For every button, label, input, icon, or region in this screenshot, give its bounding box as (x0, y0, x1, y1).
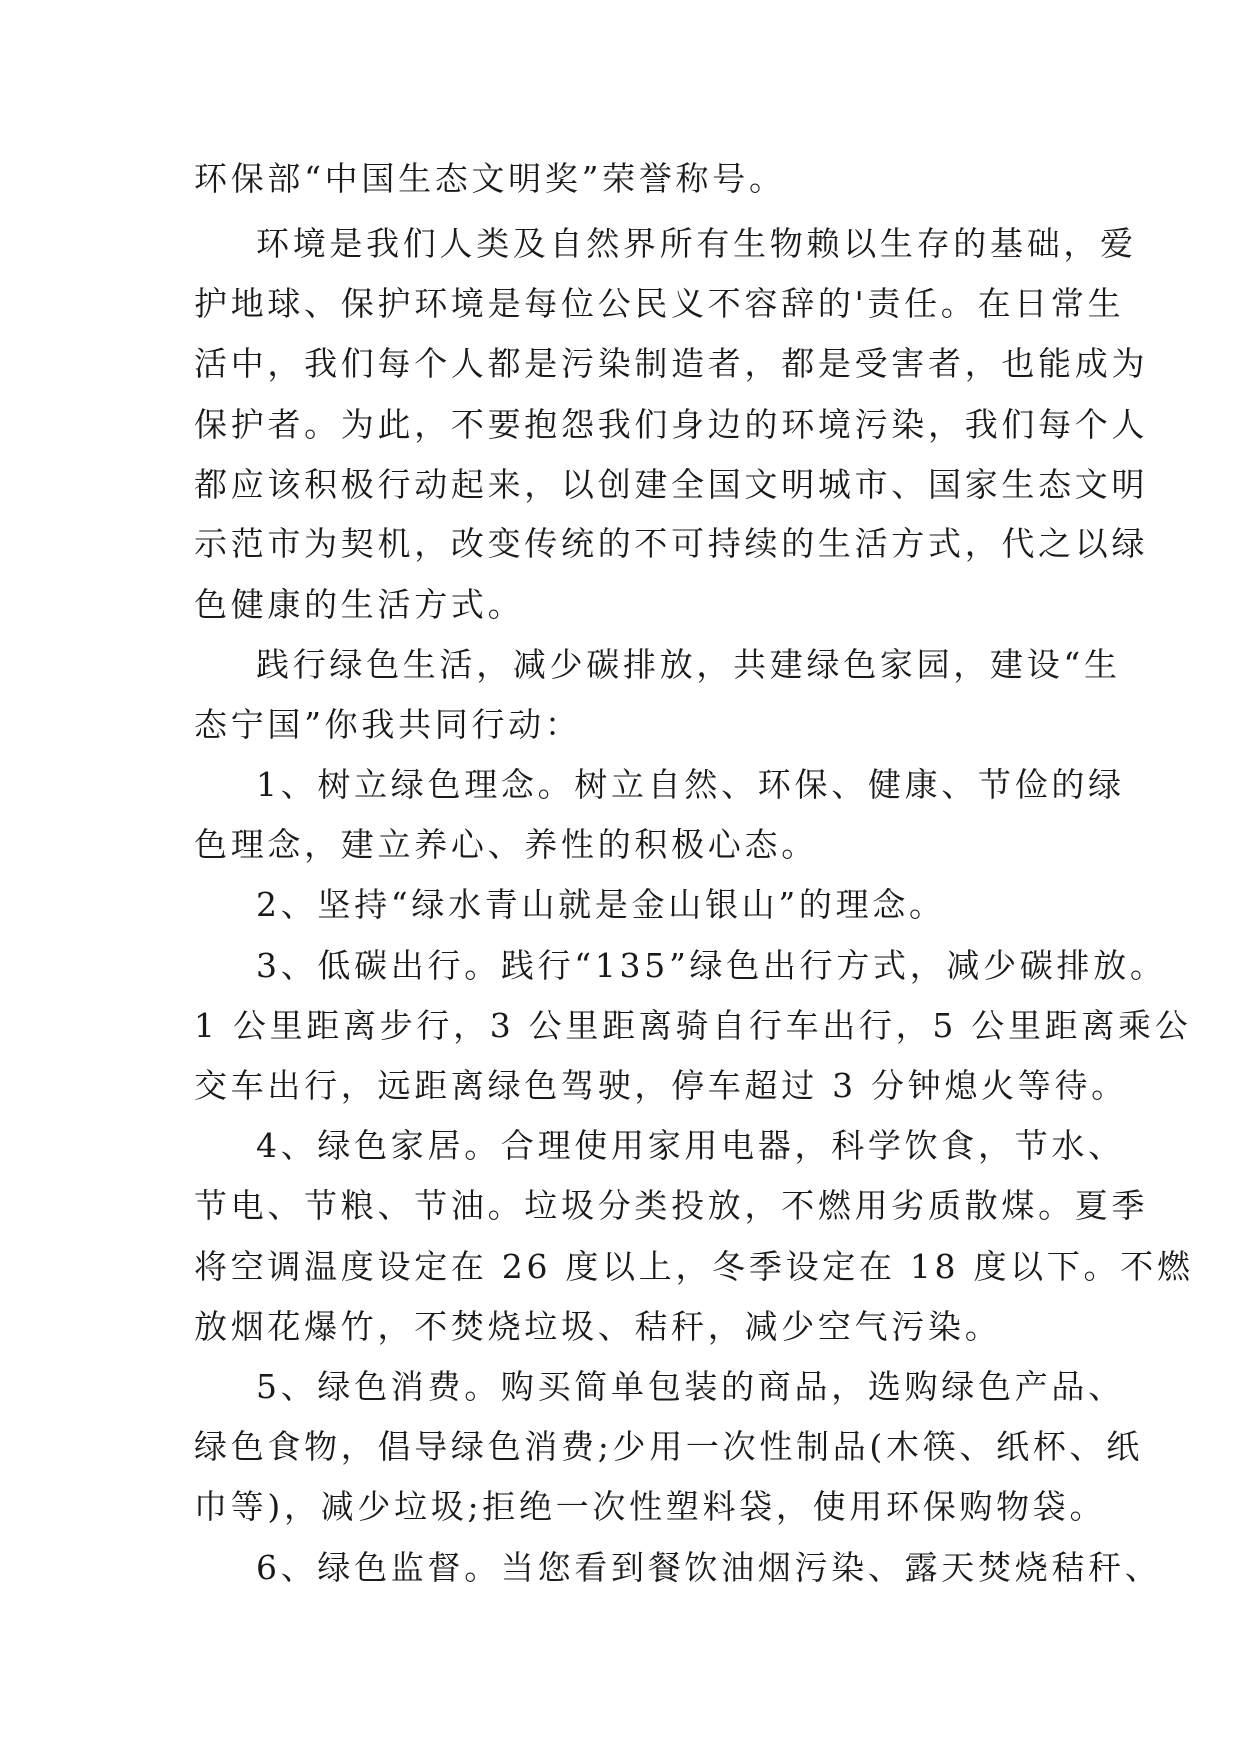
paragraph-line: 巾等)，减少垃圾;拒绝一次性塑料袋，使用环保购物袋。 (194, 1487, 1107, 1526)
paragraph-line: 2、坚持“绿水青山就是金山银山”的理念。 (256, 885, 946, 924)
paragraph-line: 示范市为契机，改变传统的不可持续的生活方式，代之以绿 (194, 524, 1149, 563)
paragraph-line: 6、绿色监督。当您看到餐饮油烟污染、露天焚烧秸秆、 (256, 1548, 1162, 1587)
paragraph-line: 节电、节粮、节油。垃圾分类投放，不燃用劣质散煤。夏季 (194, 1186, 1149, 1225)
paragraph-line: 活中，我们每个人都是污染制造者，都是受害者，也能成为 (194, 344, 1149, 383)
paragraph-line: 1 公里距离步行，3 公里距离骑自行车出行，5 公里距离乘公 (194, 1006, 1192, 1045)
paragraph-line: 3、低碳出行。践行“135”绿色出行方式，减少碳排放。 (256, 946, 1167, 985)
paragraph-line: 环保部“中国生态文明奖”荣誉称号。 (194, 159, 786, 198)
paragraph-line: 践行绿色生活，减少碳排放，共建绿色家园，建设“生 (256, 645, 1121, 684)
paragraph-line: 将空调温度设定在 26 度以上，冬季设定在 18 度以下。不燃 (194, 1247, 1194, 1286)
paragraph-line: 态宁国”你我共同行动： (194, 705, 582, 744)
paragraph-line: 放烟花爆竹，不焚烧垃圾、秸秆，减少空气污染。 (194, 1307, 1002, 1346)
paragraph-line: 绿色食物，倡导绿色消费;少用一次性制品(木筷、纸杯、纸 (194, 1427, 1143, 1466)
paragraph-line: 护地球、保护环境是每位公民义不容辞的'责任。在日常生 (194, 284, 1125, 323)
paragraph-line: 环境是我们人类及自然界所有生物赖以生存的基础，爱 (256, 224, 1137, 263)
paragraph-line: 5、绿色消费。购买简单包装的商品，选购绿色产品、 (256, 1367, 1125, 1406)
paragraph-line: 保护者。为此，不要抱怨我们身边的环境污染，我们每个人 (194, 405, 1149, 444)
paragraph-line: 1、树立绿色理念。树立自然、环保、健康、节俭的绿 (256, 765, 1125, 804)
paragraph-line: 色健康的生活方式。 (194, 585, 525, 624)
paragraph-line: 4、绿色家居。合理使用家用电器，科学饮食，节水、 (256, 1126, 1125, 1165)
paragraph-line: 都应该积极行动起来，以创建全国文明城市、国家生态文明 (194, 465, 1149, 504)
paragraph-line: 交车出行，远距离绿色驾驶，停车超过 3 分钟熄火等待。 (194, 1066, 1128, 1105)
paragraph-line: 色理念，建立养心、养性的积极心态。 (194, 825, 818, 864)
